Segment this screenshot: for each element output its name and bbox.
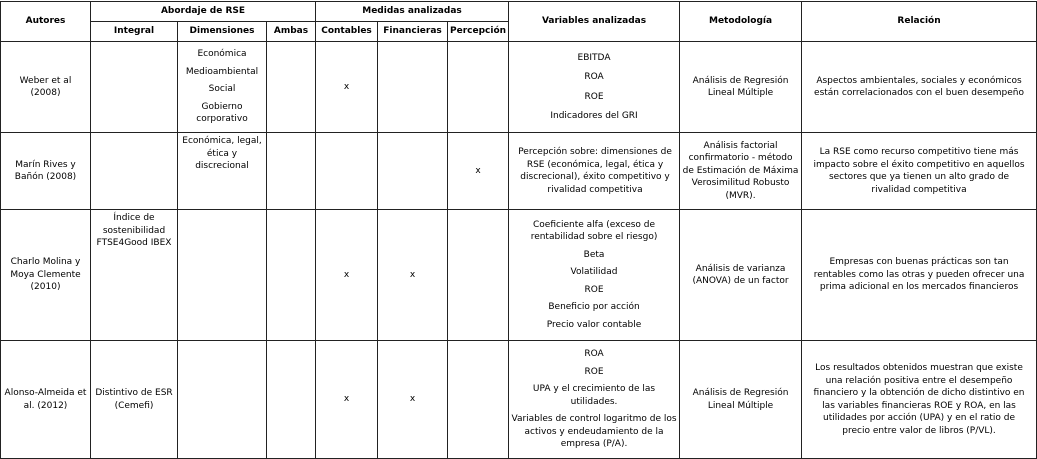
table-row xyxy=(1,210,1037,341)
cell-financieras xyxy=(378,133,448,210)
cell-variables xyxy=(509,210,680,341)
cell-contables: x xyxy=(316,341,378,459)
header-abordaje: Abordaje de RSE xyxy=(91,2,316,22)
table-row xyxy=(1,133,1037,210)
cell-percepcion: x xyxy=(448,133,509,210)
cell-autores: Weber et al (2008) xyxy=(1,42,91,133)
cell-dimensiones: Económica, legal, ética y discrecional xyxy=(178,133,267,210)
variable-item: Beta xyxy=(583,249,605,260)
dimension-item: Económica xyxy=(197,49,247,60)
cell-integral xyxy=(91,42,178,133)
cell-contables: x xyxy=(316,210,378,341)
dimension-item: Social xyxy=(208,84,236,95)
variable-item: ROE xyxy=(584,284,604,295)
cell-financieras xyxy=(378,42,448,133)
header-relacion: Relación xyxy=(802,2,1037,42)
header-row-top xyxy=(1,2,1037,22)
cell-autores: Marín Rives y Bañón (2008) xyxy=(1,133,91,210)
variable-item: ROE xyxy=(584,91,604,102)
variable-item: ROE xyxy=(584,366,604,377)
cell-autores: Charlo Molina y Moya Clemente (2010) xyxy=(1,210,91,341)
cell-variables xyxy=(509,42,680,133)
variable-item: ROA xyxy=(584,72,604,82)
cell-integral: Índice de sostenibilidad FTSE4Good IBEX xyxy=(91,210,178,341)
variable-item: Variables de control logaritmo de los activos y endeudamiento de la empresa (P/A). xyxy=(511,414,677,450)
cell-percepcion xyxy=(448,210,509,341)
header-contables: Contables xyxy=(316,22,378,42)
header-metodologia: Metodología xyxy=(680,2,802,42)
literature-review-table xyxy=(0,1,1037,459)
table-row xyxy=(1,42,1037,133)
cell-ambas xyxy=(267,341,316,459)
cell-dimensiones xyxy=(178,42,267,133)
variable-item: Precio valor contable xyxy=(546,319,642,330)
cell-integral: Distintivo de ESR (Cemefi) xyxy=(91,341,178,459)
variable-item: Volatilidad xyxy=(570,267,618,278)
dimension-item: Medioambiental xyxy=(185,66,259,77)
header-variables: Variables analizadas xyxy=(509,2,680,42)
cell-relacion: Empresas con buenas prácticas son tan rentables como las otras y pueden ofrecer una prima adicional en los mercados financieros xyxy=(802,210,1037,341)
cell-autores: Alonso-Almeida et al. (2012) xyxy=(1,341,91,459)
dimension-item: Gobierno corporativo xyxy=(196,101,248,125)
cell-ambas xyxy=(267,42,316,133)
header-percepcion: Percepción xyxy=(448,22,509,42)
variable-item: UPA y el crecimiento de las utilidades. xyxy=(532,384,656,407)
cell-integral xyxy=(91,133,178,210)
cell-percepcion xyxy=(448,42,509,133)
cell-ambas xyxy=(267,210,316,341)
variable-item: Indicadores del GRI xyxy=(550,111,638,121)
variable-item: Coeficiente alfa (exceso de rentabilidad sobre el riesgo) xyxy=(530,219,658,243)
cell-metodologia: Análisis de varianza (ANOVA) de un factor xyxy=(680,210,802,341)
cell-metodologia: Análisis de Regresión Lineal Múltiple xyxy=(680,42,802,133)
cell-financieras: x xyxy=(378,341,448,459)
cell-relacion: Los resultados obtenidos muestran que existe una relación positiva entre el desempeño financiero y la obtención de dicho distintivo en las variables financieras ROE y ROA, en las utilidades por acción (UPA) y en el ratio de precio entre valor de libros (P/VL). xyxy=(802,341,1037,459)
cell-metodologia: Análisis de Regresión Lineal Múltiple xyxy=(680,341,802,459)
cell-dimensiones xyxy=(178,210,267,341)
cell-relacion: Aspectos ambientales, sociales y económicos están correlacionados con el buen desempeño xyxy=(802,42,1037,133)
header-ambas: Ambas xyxy=(267,22,316,42)
cell-contables xyxy=(316,133,378,210)
header-integral: Integral xyxy=(91,22,178,42)
cell-ambas xyxy=(267,133,316,210)
header-medidas: Medidas analizadas xyxy=(316,2,509,22)
header-autores: Autores xyxy=(1,2,91,42)
cell-metodologia: Análisis factorial confirmatorio - método de Estimación de Máxima Verosimilitud Robusto (MVR). xyxy=(680,133,802,210)
table-row xyxy=(1,341,1037,459)
cell-variables: Percepción sobre: dimensiones de RSE (económica, legal, ética y discrecional), éxito competitivo y rivalidad competitiva xyxy=(509,133,680,210)
cell-financieras: x xyxy=(378,210,448,341)
cell-relacion: La RSE como recurso competitivo tiene más impacto sobre el éxito competitivo en aquellos sectores que ya tienen un alto grado de rivalidad competitiva xyxy=(802,133,1037,210)
header-dimensiones: Dimensiones xyxy=(178,22,267,42)
cell-variables xyxy=(509,341,680,459)
variable-item: EBITDA xyxy=(577,52,611,63)
cell-dimensiones xyxy=(178,341,267,459)
variable-item: Beneficio por acción xyxy=(548,302,640,313)
cell-contables: x xyxy=(316,42,378,133)
header-financieras: Financieras xyxy=(378,22,448,42)
cell-percepcion xyxy=(448,341,509,459)
variable-item: ROA xyxy=(584,349,604,360)
